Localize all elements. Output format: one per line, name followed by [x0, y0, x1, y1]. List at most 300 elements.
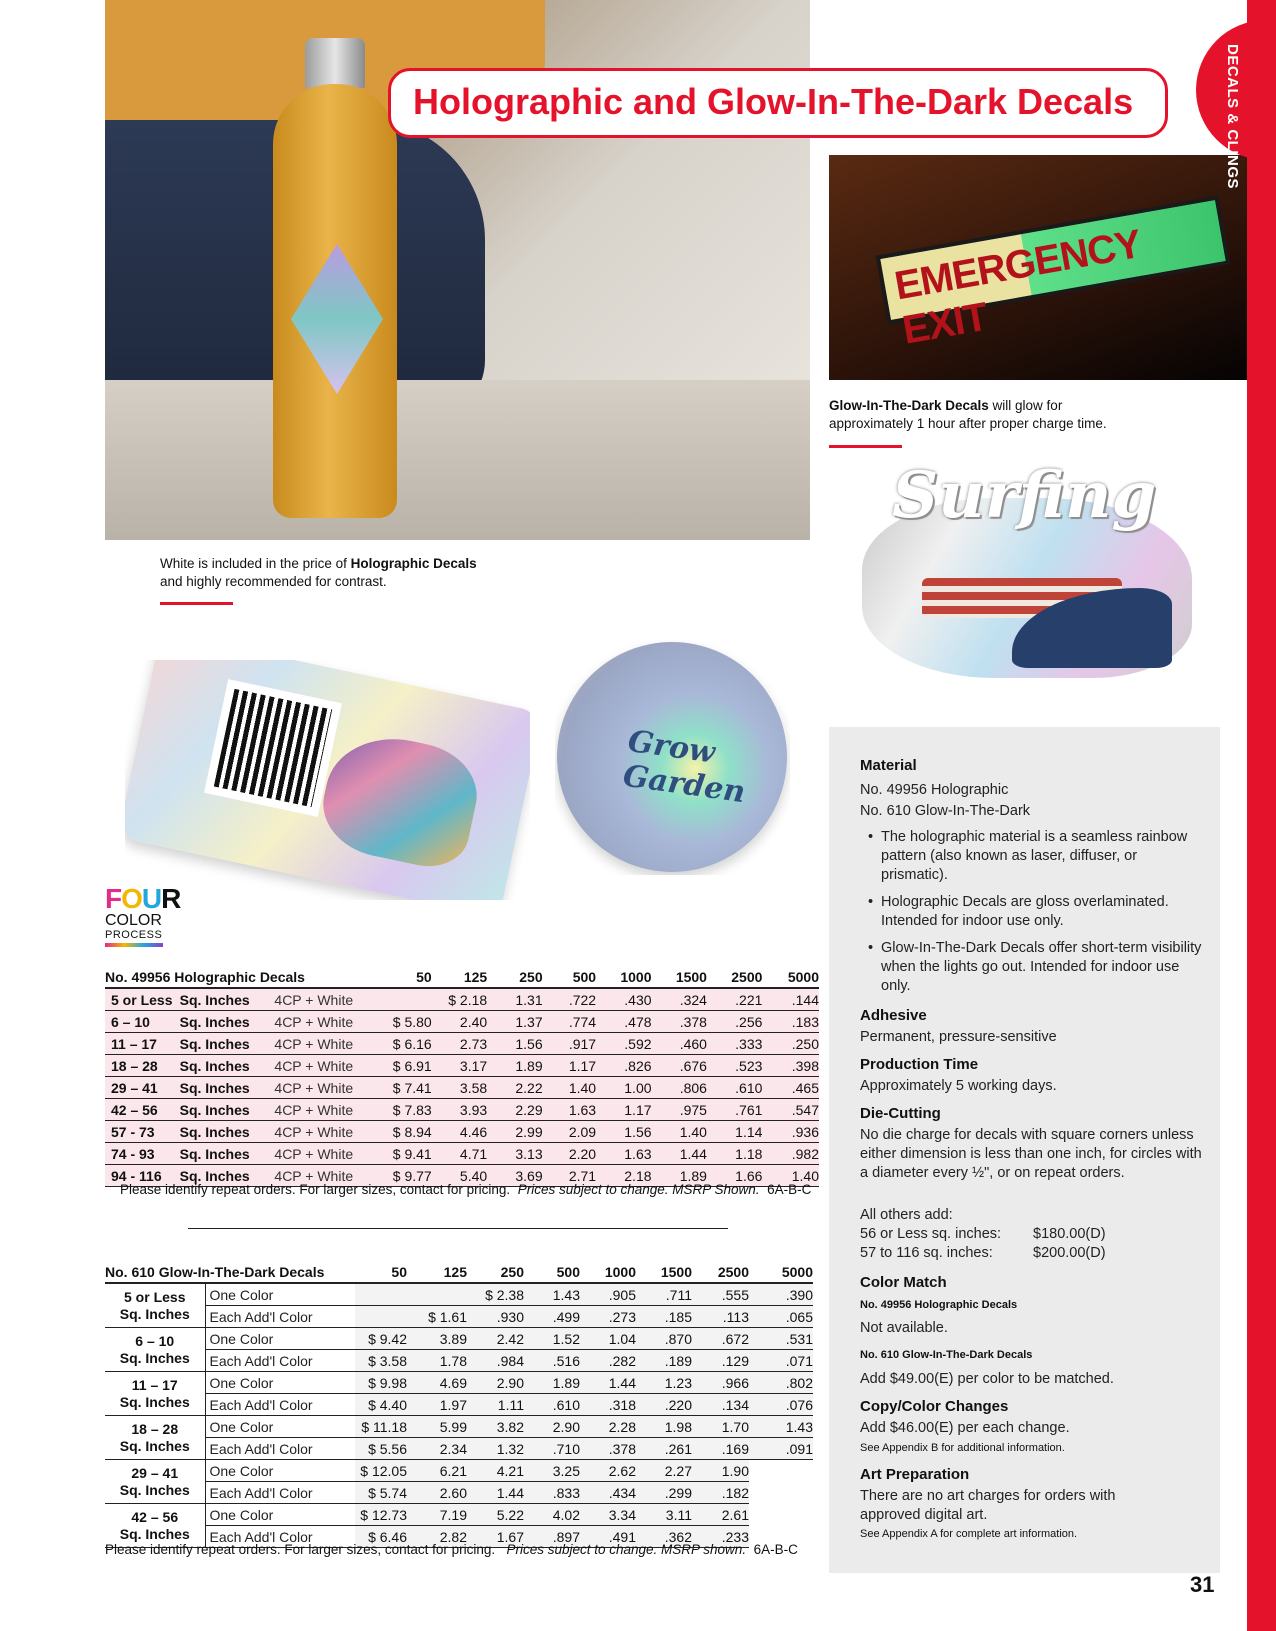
- price-cell: .233: [692, 1526, 749, 1548]
- production-text: Approximately 5 working days.: [860, 1078, 1057, 1094]
- price-cell: .478: [624, 1013, 652, 1030]
- price-cell: $ 1.61: [407, 1306, 467, 1328]
- price-cell: .182: [692, 1482, 749, 1504]
- unit-cell: Sq. Inches: [179, 1079, 250, 1096]
- price-cell: .065: [749, 1306, 813, 1328]
- size-cell: 6 – 10: [111, 1013, 150, 1030]
- die-charge-label: 57 to 116 sq. inches:: [860, 1245, 993, 1261]
- price-cell: 2.27: [636, 1460, 692, 1482]
- price-cell: 1.04: [580, 1328, 636, 1350]
- price-cell: 2.90: [467, 1372, 524, 1394]
- price-cell: [749, 1482, 813, 1504]
- price-cell: 1.00: [624, 1079, 652, 1096]
- price-cell: .460: [679, 1035, 707, 1052]
- art-prep-text: There are no art charges for orders with approved digital art.: [860, 1488, 1116, 1523]
- color-label-cell: One Color: [205, 1328, 355, 1350]
- price-cell: .672: [692, 1328, 749, 1350]
- process-cell: 4CP + White: [274, 991, 354, 1008]
- color-label-cell: One Color: [205, 1416, 355, 1438]
- table-row: [105, 1099, 819, 1121]
- price-cell: 1.23: [636, 1372, 692, 1394]
- column-header: 5000: [787, 968, 819, 985]
- price-cell: .430: [624, 991, 652, 1008]
- table-row: [105, 1394, 813, 1416]
- page-title: Holographic and Glow-In-The-Dark Decals: [413, 81, 1134, 122]
- price-cell: 3.34: [580, 1504, 636, 1526]
- price-cell: 2.29: [515, 1101, 543, 1118]
- price-cell: .806: [679, 1079, 707, 1096]
- table-divider: [188, 1228, 728, 1229]
- column-header: 5000: [781, 1263, 813, 1280]
- column-header: 50: [416, 968, 432, 985]
- process-cell: 4CP + White: [274, 1035, 354, 1052]
- price-cell: $ 5.56: [355, 1438, 407, 1460]
- color-label-cell: Each Add'l Color: [205, 1306, 355, 1328]
- price-cell: 5.99: [407, 1416, 467, 1438]
- color-label-cell: One Color: [205, 1460, 355, 1482]
- copy-changes-heading: Copy/Color Changes: [860, 1398, 1009, 1415]
- price-cell: .221: [735, 991, 763, 1008]
- price-cell: 1.89: [524, 1372, 580, 1394]
- price-cell: 1.90: [692, 1460, 749, 1482]
- material-bullet: • Glow-In-The-Dark Decals offer short-term visibility when the lights go out. Intended for indoor use only.: [868, 940, 1202, 994]
- price-cell: 4.71: [459, 1145, 488, 1162]
- price-cell: .761: [735, 1101, 763, 1118]
- price-cell: $ 4.40: [355, 1394, 407, 1416]
- table-row: [105, 1482, 813, 1504]
- price-cell: .984: [467, 1350, 524, 1372]
- price-cell: .516: [524, 1350, 580, 1372]
- process-cell: 4CP + White: [274, 1167, 354, 1184]
- price-cell: 1.56: [624, 1123, 652, 1140]
- column-header: 125: [443, 1263, 467, 1280]
- price-cell: .299: [636, 1482, 692, 1504]
- price-cell: .378: [679, 1013, 707, 1030]
- production-heading: Production Time: [860, 1056, 979, 1073]
- price-cell: 4.02: [524, 1504, 580, 1526]
- adhesive-text: Permanent, pressure-sensitive: [860, 1029, 1057, 1045]
- price-cell: .802: [749, 1372, 813, 1394]
- column-header: 1500: [675, 968, 707, 985]
- price-cell: $ 6.16: [392, 1035, 432, 1052]
- art-prep-note: See Appendix A for complete art information.: [860, 1528, 1078, 1540]
- price-cell: 2.73: [459, 1035, 488, 1052]
- price-cell: .930: [467, 1306, 524, 1328]
- size-group-cell: 29 – 41 Sq. Inches: [105, 1460, 205, 1504]
- price-cell: 5.40: [459, 1167, 488, 1184]
- price-cell: .183: [791, 1013, 819, 1030]
- side-red-bar: [1247, 0, 1276, 1631]
- price-cell: 1.44: [467, 1482, 524, 1504]
- price-cell: 2.40: [459, 1013, 488, 1030]
- price-cell: 5.22: [467, 1504, 524, 1526]
- unit-cell: Sq. Inches: [179, 1123, 250, 1140]
- qr-dog-decal-photo: [125, 660, 530, 900]
- price-cell: .499: [524, 1306, 580, 1328]
- price-cell: 3.13: [515, 1145, 543, 1162]
- adhesive-heading: Adhesive: [860, 1007, 927, 1024]
- price-cell: $ 11.18: [355, 1416, 407, 1438]
- price-cell: .144: [791, 991, 819, 1008]
- color-match-subhead: No. 610 Glow-In-The-Dark Decals: [860, 1349, 1033, 1361]
- price-cell: $ 12.73: [355, 1504, 407, 1526]
- price-cell: 2.18: [624, 1167, 652, 1184]
- price-cell: $ 2.18: [448, 991, 488, 1008]
- size-cell: 11 – 17: [111, 1035, 157, 1052]
- price-cell: $ 9.77: [392, 1167, 432, 1184]
- column-header: 250: [519, 968, 543, 985]
- table-row: [105, 1121, 819, 1143]
- die-charge-price: $180.00(D): [1033, 1226, 1106, 1242]
- page-number: 31: [1190, 1572, 1215, 1597]
- copy-changes-text: Add $46.00(E) per each change.: [860, 1420, 1070, 1436]
- color-label-cell: Each Add'l Color: [205, 1526, 355, 1548]
- price-cell: .398: [791, 1057, 819, 1074]
- copy-changes-note: See Appendix B for additional information.: [860, 1442, 1065, 1454]
- price-cell: $ 6.46: [355, 1526, 407, 1548]
- table-row: [105, 1077, 819, 1099]
- white-caption: White is included in the price of Holographic Decals and highly recommended for contrast.: [160, 556, 477, 589]
- table-row: [105, 1306, 813, 1328]
- glow-price-table: [105, 1261, 813, 1548]
- price-cell: 3.11: [636, 1504, 692, 1526]
- price-cell: .169: [692, 1438, 749, 1460]
- price-cell: 1.67: [467, 1526, 524, 1548]
- unit-cell: Sq. Inches: [179, 1057, 250, 1074]
- die-charge-label: 56 or Less sq. inches:: [860, 1226, 1002, 1242]
- price-cell: 4.21: [467, 1460, 524, 1482]
- table-row: [105, 1438, 813, 1460]
- price-cell: 3.93: [459, 1101, 488, 1118]
- price-cell: 1.78: [407, 1350, 467, 1372]
- table-row: [105, 988, 819, 1011]
- die-cutting-heading: Die-Cutting: [860, 1105, 941, 1122]
- size-cell: 5 or Less: [111, 991, 173, 1008]
- size-cell: 94 - 116: [111, 1167, 162, 1184]
- price-cell: 3.25: [524, 1460, 580, 1482]
- size-cell: 74 - 93: [111, 1145, 155, 1162]
- price-cell: $ 7.41: [392, 1079, 432, 1096]
- surfing-word: Surfing: [892, 458, 1157, 533]
- price-cell: [749, 1504, 813, 1526]
- price-cell: 2.34: [407, 1438, 467, 1460]
- price-cell: .189: [636, 1350, 692, 1372]
- price-cell: .833: [524, 1482, 580, 1504]
- price-cell: 1.63: [568, 1101, 597, 1118]
- price-cell: 7.19: [407, 1504, 467, 1526]
- process-cell: 4CP + White: [274, 1101, 354, 1118]
- column-header: 2500: [717, 1263, 749, 1280]
- price-cell: .113: [692, 1306, 749, 1328]
- price-cell: .936: [791, 1123, 819, 1140]
- price-cell: .261: [636, 1438, 692, 1460]
- price-cell: .071: [749, 1350, 813, 1372]
- column-header: 250: [500, 1263, 524, 1280]
- price-cell: .917: [568, 1035, 597, 1052]
- process-cell: 4CP + White: [274, 1079, 354, 1096]
- column-header: 125: [463, 968, 488, 985]
- size-group-cell: 5 or Less Sq. Inches: [105, 1283, 205, 1328]
- price-cell: 1.11: [467, 1394, 524, 1416]
- color-match-text: Add $49.00(E) per color to be matched.: [860, 1371, 1114, 1387]
- price-cell: 4.46: [459, 1123, 488, 1140]
- price-cell: 2.62: [580, 1460, 636, 1482]
- price-cell: 2.90: [524, 1416, 580, 1438]
- unit-cell: Sq. Inches: [179, 1145, 250, 1162]
- exit-sign-text: EMERGENCY EXIT: [891, 222, 1144, 353]
- table-row: [105, 1504, 813, 1526]
- price-cell: 1.70: [692, 1416, 749, 1438]
- price-cell: 1.17: [624, 1101, 652, 1118]
- price-cell: .975: [679, 1101, 707, 1118]
- table-row: [105, 1143, 819, 1165]
- die-charge-price: $200.00(D): [1033, 1245, 1106, 1261]
- column-header: 1000: [604, 1263, 636, 1280]
- material-line: No. 610 Glow-In-The-Dark: [860, 803, 1031, 819]
- color-label-cell: Each Add'l Color: [205, 1394, 355, 1416]
- price-cell: 1.97: [407, 1394, 467, 1416]
- price-cell: .905: [580, 1283, 636, 1306]
- price-cell: .491: [580, 1526, 636, 1548]
- price-cell: .129: [692, 1350, 749, 1372]
- price-cell: .333: [735, 1035, 763, 1052]
- price-cell: 1.40: [568, 1079, 597, 1096]
- price-cell: 1.44: [580, 1372, 636, 1394]
- price-cell: $ 3.58: [355, 1350, 407, 1372]
- price-cell: 2.82: [407, 1526, 467, 1548]
- price-cell: .555: [692, 1283, 749, 1306]
- price-cell: 2.61: [692, 1504, 749, 1526]
- price-cell: [383, 988, 431, 1011]
- holographic-table-note: Please identify repeat orders. For larger sizes, contact for pricing. Prices subject to change. MSRP Shown. 6A-B-C: [120, 1182, 812, 1197]
- process-cell: 4CP + White: [274, 1013, 354, 1030]
- column-header: 500: [572, 968, 597, 985]
- table-row: [105, 1460, 813, 1482]
- material-heading: Material: [860, 757, 917, 774]
- price-cell: $ 9.98: [355, 1372, 407, 1394]
- price-cell: 2.71: [568, 1167, 597, 1184]
- price-cell: .250: [791, 1035, 819, 1052]
- four-color-process-logo: FOUR COLOR PROCESS: [105, 885, 167, 947]
- price-cell: $ 5.74: [355, 1482, 407, 1504]
- table-row: [105, 1033, 819, 1055]
- qr-code-graphic: [204, 679, 342, 817]
- price-cell: .324: [679, 991, 707, 1008]
- price-cell: 1.40: [791, 1167, 819, 1184]
- red-accent-rule: [829, 445, 902, 448]
- material-bullet: • Holographic Decals are gloss overlaminated. Intended for indoor use only.: [868, 894, 1169, 929]
- price-cell: 3.17: [459, 1057, 488, 1074]
- price-cell: 3.89: [407, 1328, 467, 1350]
- price-cell: .547: [791, 1101, 819, 1118]
- title-banner: [388, 68, 1168, 138]
- unit-cell: Sq. Inches: [179, 991, 250, 1008]
- color-label-cell: Each Add'l Color: [205, 1438, 355, 1460]
- color-label-cell: Each Add'l Color: [205, 1482, 355, 1504]
- color-match-text: Not available.: [860, 1320, 948, 1336]
- unit-cell: Sq. Inches: [179, 1101, 250, 1118]
- column-header: 2500: [731, 968, 763, 985]
- glow-table-note: Please identify repeat orders. For larger sizes, contact for pricing. Prices subject to change. MSRP shown. 6A-B-C: [105, 1542, 798, 1557]
- price-cell: .220: [636, 1394, 692, 1416]
- price-cell: 4.69: [407, 1372, 467, 1394]
- price-cell: 1.17: [568, 1057, 597, 1074]
- price-cell: 1.89: [679, 1167, 707, 1184]
- price-cell: 1.56: [515, 1035, 543, 1052]
- grow-garden-decal-photo: [555, 640, 790, 875]
- price-cell: .610: [735, 1079, 763, 1096]
- table-row: [105, 1416, 813, 1438]
- color-match-heading: Color Match: [860, 1274, 947, 1291]
- price-cell: .273: [580, 1306, 636, 1328]
- process-cell: 4CP + White: [274, 1057, 354, 1074]
- price-cell: 3.69: [515, 1167, 543, 1184]
- price-cell: 1.40: [679, 1123, 707, 1140]
- color-label-cell: Each Add'l Color: [205, 1350, 355, 1372]
- price-cell: .076: [749, 1394, 813, 1416]
- art-prep-heading: Art Preparation: [860, 1466, 970, 1483]
- material-line: No. 49956 Holographic: [860, 782, 1009, 798]
- price-cell: 2.60: [407, 1482, 467, 1504]
- table-row: [105, 1350, 813, 1372]
- price-cell: .318: [580, 1394, 636, 1416]
- price-cell: [749, 1460, 813, 1482]
- price-cell: $ 9.42: [355, 1328, 407, 1350]
- price-cell: .711: [636, 1283, 692, 1306]
- size-cell: 42 – 56: [111, 1101, 158, 1118]
- color-label-cell: One Color: [205, 1372, 355, 1394]
- price-cell: .592: [624, 1035, 652, 1052]
- price-cell: 1.43: [749, 1416, 813, 1438]
- price-cell: .610: [524, 1394, 580, 1416]
- price-cell: .390: [749, 1283, 813, 1306]
- price-cell: .774: [568, 1013, 597, 1030]
- table-row: [105, 1011, 819, 1033]
- material-bullet: • The holographic material is a seamless rainbow pattern (also known as laser, diffuser, or prismatic).: [868, 829, 1188, 883]
- size-group-cell: 18 – 28 Sq. Inches: [105, 1416, 205, 1460]
- unit-cell: Sq. Inches: [179, 1013, 250, 1030]
- table-row: [105, 1328, 813, 1350]
- size-cell: 29 – 41: [111, 1079, 158, 1096]
- price-cell: 1.66: [735, 1167, 763, 1184]
- table-row: [105, 1055, 819, 1077]
- price-cell: .282: [580, 1350, 636, 1372]
- price-cell: $ 5.80: [392, 1013, 432, 1030]
- price-cell: .134: [692, 1394, 749, 1416]
- price-cell: $ 6.91: [392, 1057, 432, 1074]
- price-cell: 1.37: [515, 1013, 543, 1030]
- price-cell: [355, 1283, 407, 1306]
- price-cell: .465: [791, 1079, 819, 1096]
- price-cell: $ 8.94: [392, 1123, 432, 1140]
- price-cell: 1.14: [735, 1123, 763, 1140]
- column-header: 1000: [620, 968, 652, 985]
- price-cell: .897: [524, 1526, 580, 1548]
- price-cell: 1.44: [679, 1145, 707, 1162]
- size-group-cell: 11 – 17 Sq. Inches: [105, 1372, 205, 1416]
- price-cell: .676: [679, 1057, 707, 1074]
- price-cell: .434: [580, 1482, 636, 1504]
- price-cell: 2.22: [515, 1079, 543, 1096]
- price-cell: .185: [636, 1306, 692, 1328]
- price-cell: .378: [580, 1438, 636, 1460]
- column-header: 50: [391, 1263, 407, 1280]
- price-cell: .256: [735, 1013, 763, 1030]
- price-cell: 3.58: [459, 1079, 488, 1096]
- price-cell: 1.18: [735, 1145, 763, 1162]
- price-cell: .362: [636, 1526, 692, 1548]
- red-accent-rule: [160, 602, 233, 605]
- price-cell: .826: [624, 1057, 652, 1074]
- glow-caption: Glow-In-The-Dark Decals will glow for approximately 1 hour after proper charge time.: [829, 398, 1107, 431]
- section-tab-label: DECALS & CLINGS: [1224, 44, 1241, 190]
- price-cell: .091: [749, 1438, 813, 1460]
- color-label-cell: One Color: [205, 1283, 355, 1306]
- price-cell: 1.89: [515, 1057, 543, 1074]
- unit-cell: Sq. Inches: [179, 1035, 250, 1052]
- process-cell: 4CP + White: [274, 1145, 354, 1162]
- table-name: No. 610 Glow-In-The-Dark Decals: [105, 1263, 325, 1280]
- color-match-subhead: No. 49956 Holographic Decals: [860, 1299, 1018, 1311]
- price-cell: .531: [749, 1328, 813, 1350]
- holographic-price-table: [105, 966, 819, 1187]
- price-cell: .982: [791, 1145, 819, 1162]
- table-row: [105, 1283, 813, 1306]
- die-cutting-others: All others add:: [860, 1207, 953, 1223]
- unit-cell: Sq. Inches: [179, 1167, 250, 1184]
- size-group-cell: 42 – 56 Sq. Inches: [105, 1504, 205, 1548]
- price-cell: 1.43: [524, 1283, 580, 1306]
- price-cell: 1.31: [515, 991, 543, 1008]
- color-label-cell: One Color: [205, 1504, 355, 1526]
- price-cell: 2.28: [580, 1416, 636, 1438]
- price-cell: 1.63: [624, 1145, 652, 1162]
- column-header: 1500: [660, 1263, 692, 1280]
- price-cell: .870: [636, 1328, 692, 1350]
- price-cell: $ 7.83: [392, 1101, 432, 1118]
- price-cell: $ 2.38: [467, 1283, 524, 1306]
- size-cell: 57 - 73: [111, 1123, 155, 1140]
- table-name: No. 49956 Holographic Decals: [105, 968, 305, 985]
- price-cell: 6.21: [407, 1460, 467, 1482]
- price-cell: .710: [524, 1438, 580, 1460]
- price-cell: $ 12.05: [355, 1460, 407, 1482]
- price-cell: [355, 1306, 407, 1328]
- emergency-exit-sign-photo: [829, 155, 1247, 380]
- price-cell: 2.99: [515, 1123, 543, 1140]
- price-cell: .966: [692, 1372, 749, 1394]
- column-header: 500: [556, 1263, 580, 1280]
- price-cell: 2.09: [568, 1123, 597, 1140]
- price-cell: .722: [568, 991, 597, 1008]
- price-cell: 1.52: [524, 1328, 580, 1350]
- price-cell: .523: [735, 1057, 763, 1074]
- price-cell: 3.82: [467, 1416, 524, 1438]
- price-cell: 2.42: [467, 1328, 524, 1350]
- size-group-cell: 6 – 10 Sq. Inches: [105, 1328, 205, 1372]
- price-cell: 2.20: [568, 1145, 597, 1162]
- price-cell: $ 9.41: [392, 1145, 432, 1162]
- price-cell: 1.32: [467, 1438, 524, 1460]
- price-cell: [407, 1283, 467, 1306]
- size-cell: 18 – 28: [111, 1057, 158, 1074]
- process-cell: 4CP + White: [274, 1123, 354, 1140]
- surfing-decal-photo: [862, 458, 1202, 686]
- table-row: [105, 1372, 813, 1394]
- garden-word: Grow Garden: [620, 723, 748, 811]
- price-cell: 1.98: [636, 1416, 692, 1438]
- die-cutting-text: No die charge for decals with square corners unless either dimension is less than one inch, for circles with a diameter every ½", or on repeat orders.: [860, 1127, 1202, 1181]
